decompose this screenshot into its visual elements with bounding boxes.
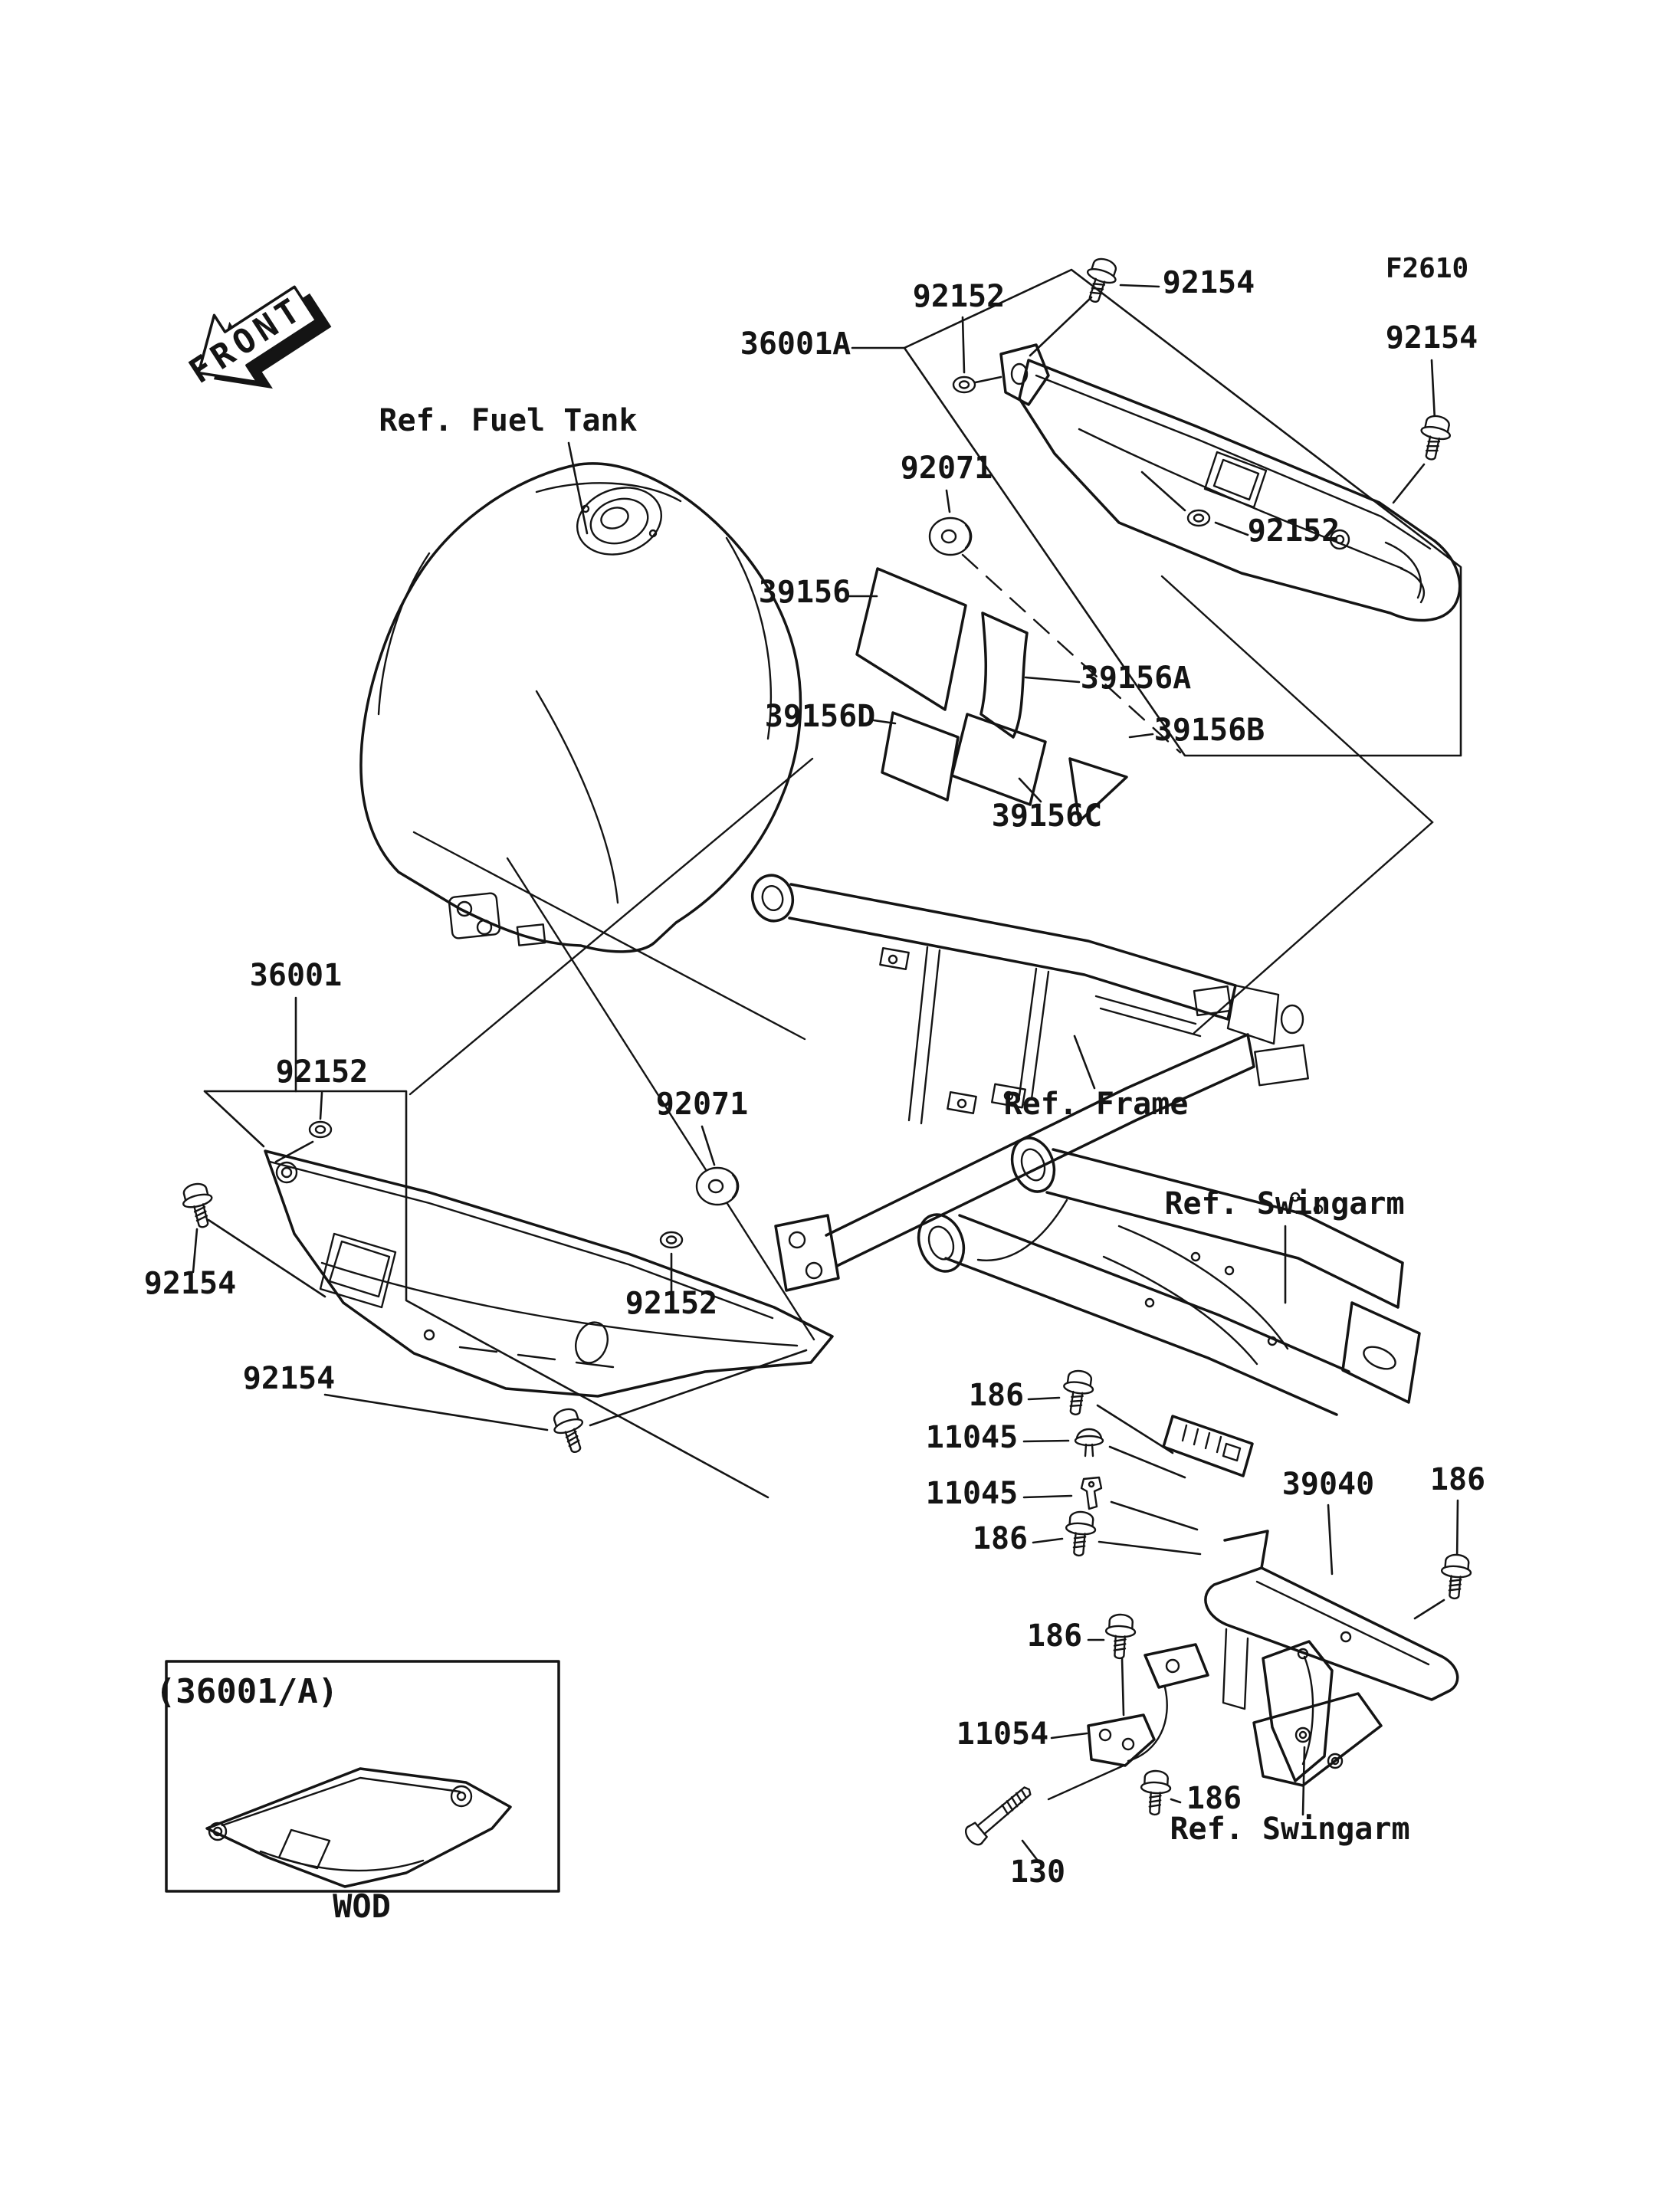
bolt-186-c-icon (1104, 1614, 1136, 1659)
bolt-186-d-icon (1140, 1770, 1171, 1815)
ref-frame-leader-0 (1075, 1036, 1094, 1088)
ref-swingarm-lower: Ref. Swingarm (1170, 1812, 1410, 1847)
label-186-b-leader-1 (1099, 1542, 1200, 1554)
label-92154-farleft: 92154 (143, 1266, 237, 1301)
damper-92071-lower-icon (697, 1168, 738, 1205)
bolt-186-b-icon (1064, 1510, 1097, 1556)
label-11054: 11054 (956, 1717, 1049, 1752)
ref-fuel-tank: Ref. Fuel Tank (379, 403, 638, 438)
label-36001-leader-2 (205, 1091, 264, 1146)
ref-frame: Ref. Frame (1003, 1087, 1189, 1122)
label-92152-mid-leader-0 (1216, 523, 1248, 535)
inset-cover-36001a-variant (207, 1769, 510, 1887)
label-92154-right: 92154 (1385, 320, 1478, 356)
ref-swingarm-upper: Ref. Swingarm (1164, 1186, 1405, 1221)
fuel-tank (361, 464, 801, 952)
label-186-right: 186 (1429, 1462, 1486, 1497)
label-39156: 39156 (758, 575, 851, 610)
inset-caption: (36001/A) (155, 1672, 339, 1711)
hook-11045-b-icon (1081, 1477, 1101, 1509)
link-11054-130 (1048, 1766, 1124, 1799)
label-186-d: 186 (1186, 1781, 1242, 1816)
longbolt-130-icon (963, 1781, 1036, 1848)
fold-line-tank (410, 759, 812, 1094)
label-92152-left-leader-0 (320, 1093, 322, 1119)
grommet-92152-left-icon (310, 1122, 331, 1137)
label-39156b-leader-0 (1130, 734, 1153, 737)
label-186-c-leader-1 (1122, 1658, 1124, 1715)
figure-code: F2610 (1385, 253, 1469, 284)
label-186-right-leader-1 (1415, 1600, 1444, 1618)
label-186-a-leader-1 (1098, 1405, 1173, 1453)
axis-line-short (414, 832, 805, 1039)
label-92152-top: 92152 (912, 279, 1006, 314)
label-39040: 39040 (1281, 1467, 1375, 1502)
rear-frame (747, 871, 1308, 1290)
label-39156c: 39156C (991, 798, 1103, 834)
label-39156b: 39156B (1153, 713, 1265, 748)
label-186-a-leader-0 (1029, 1398, 1059, 1399)
label-92154-right-leader-1 (1393, 464, 1424, 503)
label-186-a: 186 (968, 1378, 1025, 1413)
label-92152-center: 92152 (625, 1286, 718, 1321)
fold-chevron-right (1162, 576, 1432, 1033)
side-cover-left-36001 (265, 1151, 832, 1396)
label-36001: 36001 (249, 958, 343, 993)
grommet-92152-mid-icon (1188, 510, 1209, 526)
label-92071-upper-leader-0 (947, 490, 950, 512)
label-92071-upper: 92071 (900, 451, 993, 486)
label-92154-top-leader-1 (1030, 297, 1091, 356)
side-cover-right-36001a (1001, 345, 1460, 620)
label-92152-top-leader-1 (972, 377, 1001, 383)
label-186-b: 186 (972, 1521, 1029, 1556)
label-186-b-leader-0 (1033, 1539, 1062, 1543)
label-39040-leader-0 (1328, 1505, 1332, 1574)
label-92154-lowerleft-leader-1 (590, 1350, 806, 1425)
decal-39156 (857, 569, 966, 710)
label-92154-top: 92154 (1162, 265, 1255, 300)
label-11045-a: 11045 (925, 1420, 1019, 1455)
label-186-d-leader-0 (1171, 1799, 1180, 1802)
chain-slider-and-brackets (1088, 1641, 1381, 1785)
label-92154-right-leader-0 (1432, 360, 1435, 420)
ref-swingarm-lower-leader-0 (1303, 1747, 1304, 1815)
label-92152-mid: 92152 (1247, 513, 1340, 549)
label-92154-lowerleft-leader-0 (325, 1395, 547, 1430)
label-92152-left: 92152 (275, 1054, 369, 1090)
clip-11045-a-icon (1075, 1429, 1103, 1456)
label-11045-b: 11045 (925, 1476, 1019, 1511)
bolt-186-a-icon (1060, 1369, 1095, 1417)
label-92071-lower-leader-0 (702, 1126, 714, 1165)
grommet-92152-center-icon (661, 1232, 682, 1248)
label-11054-leader-0 (1052, 1733, 1087, 1738)
decal-39156d (882, 713, 958, 800)
label-39156a-leader-0 (1025, 677, 1079, 682)
label-92071-lower: 92071 (655, 1087, 749, 1122)
label-92154-lowerleft: 92154 (242, 1361, 336, 1396)
label-11045-b-leader-0 (1024, 1496, 1071, 1497)
grommet-92152-top-icon (953, 377, 975, 392)
bolt-92154-right-icon (1416, 414, 1453, 463)
label-39156d: 39156D (764, 699, 876, 734)
label-186-c: 186 (1026, 1618, 1083, 1654)
damper-92071-upper-icon (930, 518, 971, 555)
view-code: WOD (333, 1887, 391, 1925)
label-92152-mid-leader-1 (1142, 472, 1185, 510)
label-186-right-leader-0 (1457, 1500, 1458, 1563)
label-11045-b-leader-1 (1111, 1502, 1197, 1530)
label-92154-top-leader-0 (1121, 285, 1159, 287)
label-36001a: 36001A (740, 326, 851, 362)
label-130: 130 (1009, 1854, 1066, 1890)
label-92152-top-leader-0 (963, 317, 964, 372)
bracket-11054 (1088, 1715, 1154, 1766)
decal-39156a (981, 613, 1027, 737)
label-39156a: 39156A (1080, 661, 1192, 696)
front-marker: FRONT (182, 288, 312, 392)
bolt-186-right-icon (1439, 1553, 1472, 1599)
bolt-92154-lowerleft-icon (550, 1405, 591, 1456)
holder-plate (1145, 1644, 1208, 1687)
